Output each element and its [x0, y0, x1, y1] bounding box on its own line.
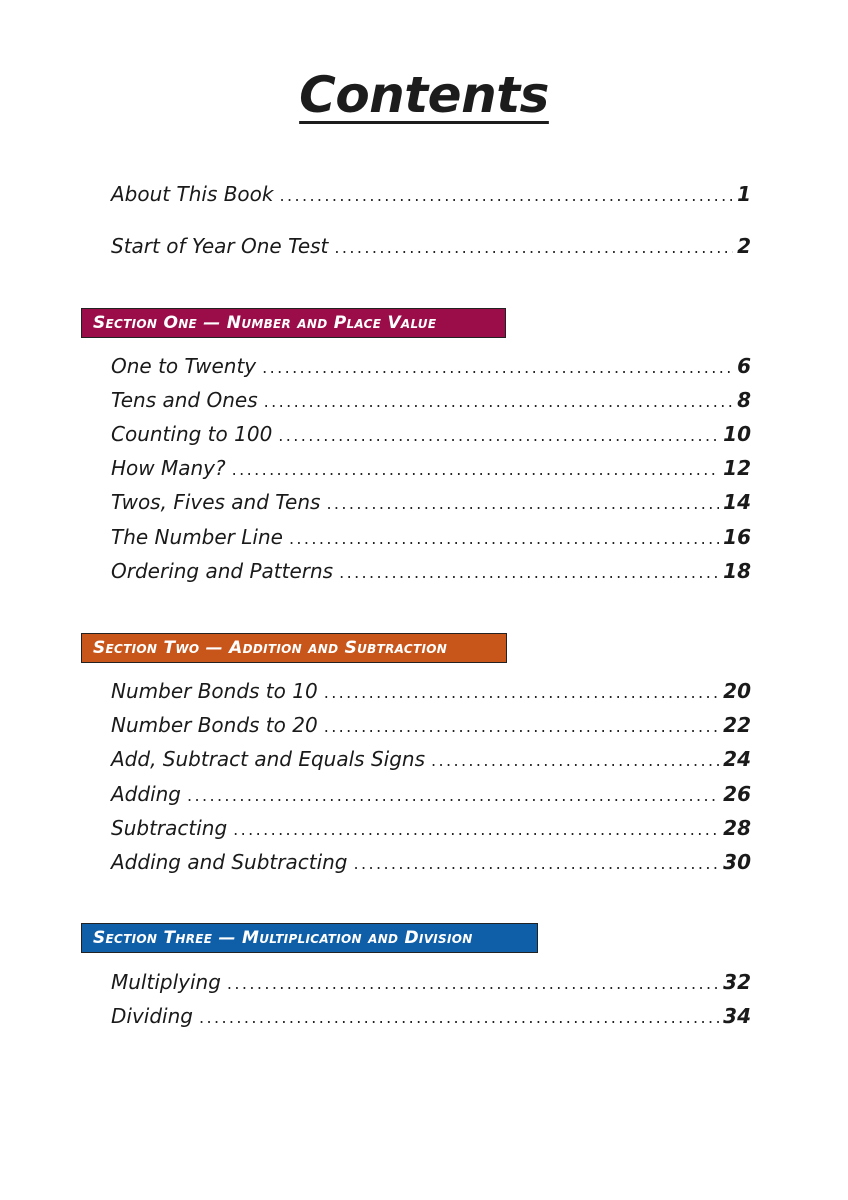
toc-entry[interactable]	[111, 847, 751, 877]
toc-entry-label: Tens and Ones	[111, 388, 258, 412]
leader-dots	[339, 558, 719, 588]
leader-dots	[227, 969, 719, 999]
toc-entry[interactable]	[111, 453, 751, 483]
toc-entry[interactable]	[111, 487, 751, 517]
toc-entry-page: 22	[723, 713, 751, 737]
toc-entry-page: 26	[723, 782, 751, 806]
leader-dots	[232, 455, 720, 485]
toc-entry-page: 16	[723, 525, 751, 549]
toc-entry[interactable]	[111, 419, 751, 449]
toc-entry-label: One to Twenty	[111, 354, 257, 378]
toc-entry[interactable]	[111, 179, 751, 209]
toc-entry-label: Dividing	[111, 1004, 193, 1028]
toc-entry-page: 34	[723, 1004, 751, 1028]
leader-dots	[187, 781, 719, 811]
toc-entry[interactable]	[111, 556, 751, 586]
toc-entry[interactable]	[111, 779, 751, 809]
leader-dots	[278, 421, 719, 451]
toc-entry-label: The Number Line	[111, 525, 283, 549]
toc-entry-page: 2	[737, 234, 751, 258]
toc-entry-page: 20	[723, 679, 751, 703]
section-three-heading: Section Three — Multiplication and Division	[81, 923, 538, 953]
toc-entry[interactable]	[111, 385, 751, 415]
leader-dots	[324, 678, 719, 708]
leader-dots	[334, 233, 733, 263]
section-two-heading: Section Two — Addition and Subtraction	[81, 633, 507, 663]
toc-entry[interactable]	[111, 1001, 751, 1031]
toc-entry-page: 12	[723, 456, 751, 480]
toc-entry-label: Adding	[111, 782, 181, 806]
toc-entry-page: 18	[723, 559, 751, 583]
toc-entry-label: Ordering and Patterns	[111, 559, 334, 583]
toc-entry-page: 24	[723, 747, 751, 771]
toc-entry[interactable]	[111, 351, 751, 381]
leader-dots	[354, 849, 720, 879]
toc-entry-page: 14	[723, 490, 751, 514]
leader-dots	[431, 746, 719, 776]
toc-entry-label: Add, Subtract and Equals Signs	[111, 747, 425, 771]
toc-entry[interactable]	[111, 744, 751, 774]
leader-dots	[199, 1003, 719, 1033]
toc-entry-label: Multiplying	[111, 970, 221, 994]
toc-entry-label: Start of Year One Test	[111, 234, 329, 258]
leader-dots	[233, 815, 719, 845]
toc-entry-label: Counting to 100	[111, 422, 273, 446]
toc-entry-page: 28	[723, 816, 751, 840]
toc-entry-page: 32	[723, 970, 751, 994]
leader-dots	[289, 524, 719, 554]
toc-entry-label: Subtracting	[111, 816, 228, 840]
toc-entry-label: About This Book	[111, 182, 274, 206]
page-title	[0, 66, 848, 124]
leader-dots	[262, 353, 733, 383]
toc-entry[interactable]	[111, 231, 751, 261]
leader-dots	[326, 489, 719, 519]
leader-dots	[280, 181, 734, 211]
toc-entry-label: How Many?	[111, 456, 226, 480]
toc-entry-label: Number Bonds to 10	[111, 679, 318, 703]
toc-entry[interactable]	[111, 522, 751, 552]
page-title-text: Contents	[299, 66, 549, 124]
toc-entry-label: Number Bonds to 20	[111, 713, 318, 737]
toc-entry-page: 6	[737, 354, 751, 378]
toc-entry-label: Twos, Fives and Tens	[111, 490, 321, 514]
toc-entry[interactable]	[111, 676, 751, 706]
leader-dots	[324, 712, 719, 742]
section-one-heading: Section One — Number and Place Value	[81, 308, 506, 338]
toc-entry[interactable]	[111, 967, 751, 997]
toc-entry-page: 10	[723, 422, 751, 446]
toc-entry-label: Adding and Subtracting	[111, 850, 348, 874]
toc-entry[interactable]	[111, 710, 751, 740]
toc-entry[interactable]	[111, 813, 751, 843]
leader-dots	[264, 387, 733, 417]
toc-entry-page: 8	[737, 388, 751, 412]
toc-entry-page: 1	[737, 182, 751, 206]
toc-entry-page: 30	[723, 850, 751, 874]
